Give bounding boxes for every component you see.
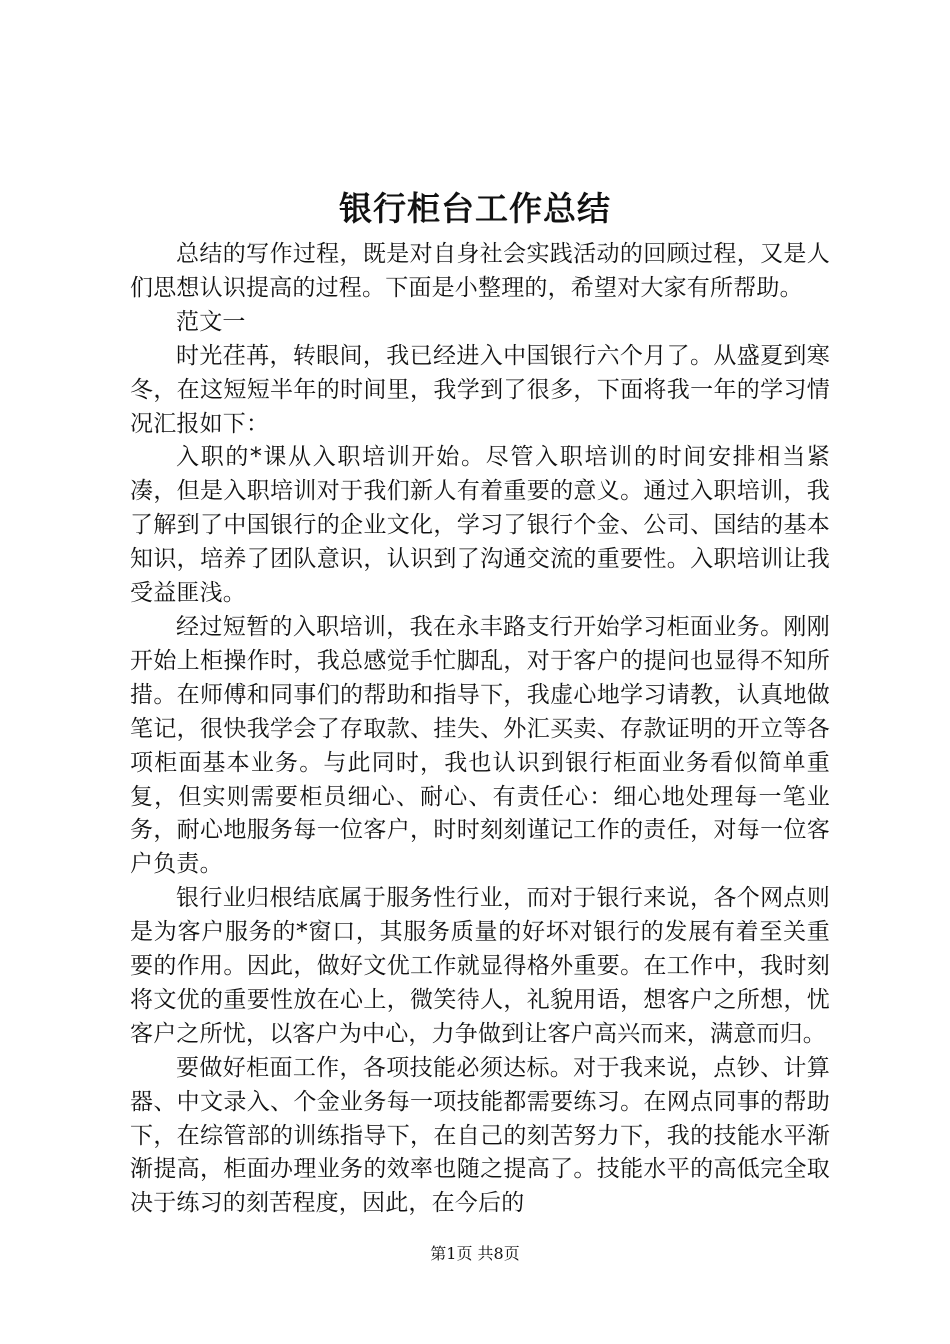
paragraph-3: 经过短暂的入职培训，我在永丰路支行开始学习柜面业务。刚刚开始上柜操作时，我总感觉手忙脚乱，对于客户的提问也显得不知所措。在师傅和同事们的帮助和指导下，我虚心地学习请教，认真地做笔记，很快我学会了存取款、挂失、外汇买卖、存款证明的开立等各项柜面基本业务。与此同时，我也认识到银行柜面业务看似简单重复，但实则需要柜员细心、耐心、有责任心：细心地处理每一笔业务，耐心地服务每一位客户，时时刻刻谨记工作的责任，对每一位客户负责。 [130, 613, 830, 878]
document-body [130, 238, 830, 1221]
page-number-footer: 第1页 共8页 [430, 1244, 520, 1263]
document-title: 银行柜台工作总结 [339, 189, 611, 228]
paragraph-1: 时光荏苒，转眼间，我已经进入中国银行六个月了。从盛夏到寒冬，在这短短半年的时间里，我学到了很多，下面将我一年的学习情况汇报如下： [130, 342, 830, 437]
paragraph-2: 入职的*课从入职培训开始。尽管入职培训的时间安排相当紧凑，但是入职培训对于我们新人有着重要的意义。通过入职培训，我了解到了中国银行的企业文化，学习了银行个金、公司、国结的基本知识，培养了团队意识，认识到了沟通交流的重要性。入职培训让我受益匪浅。 [130, 444, 830, 607]
paragraph-sample-heading: 范文一 [176, 308, 246, 335]
paragraph-4: 银行业归根结底属于服务性行业，而对于银行来说，各个网点则是为客户服务的*窗口，其服务质量的好坏对银行的发展有着至关重要的作用。因此，做好文优工作就显得格外重要。在工作中，我时刻将文优的重要性放在心上，微笑待人，礼貌用语，想客户之所想，忧客户之所忧，以客户为中心，力争做到让客户高兴而来，满意而归。 [130, 885, 830, 1047]
paragraph-intro: 总结的写作过程，既是对自身社会实践活动的回顾过程，又是人们思想认识提高的过程。下面是小整理的，希望对大家有所帮助。 [130, 241, 830, 301]
paragraph-5: 要做好柜面工作，各项技能必须达标。对于我来说，点钞、计算器、中文录入、个金业务每一项技能都需要练习。在网点同事的帮助下，在综管部的训练指导下，在自己的刻苦努力下，我的技能水平渐渐提高，柜面办理业务的效率也随之提高了。技能水平的高低完全取决于练习的刻苦程度，因此，在今后的 [130, 1054, 830, 1217]
